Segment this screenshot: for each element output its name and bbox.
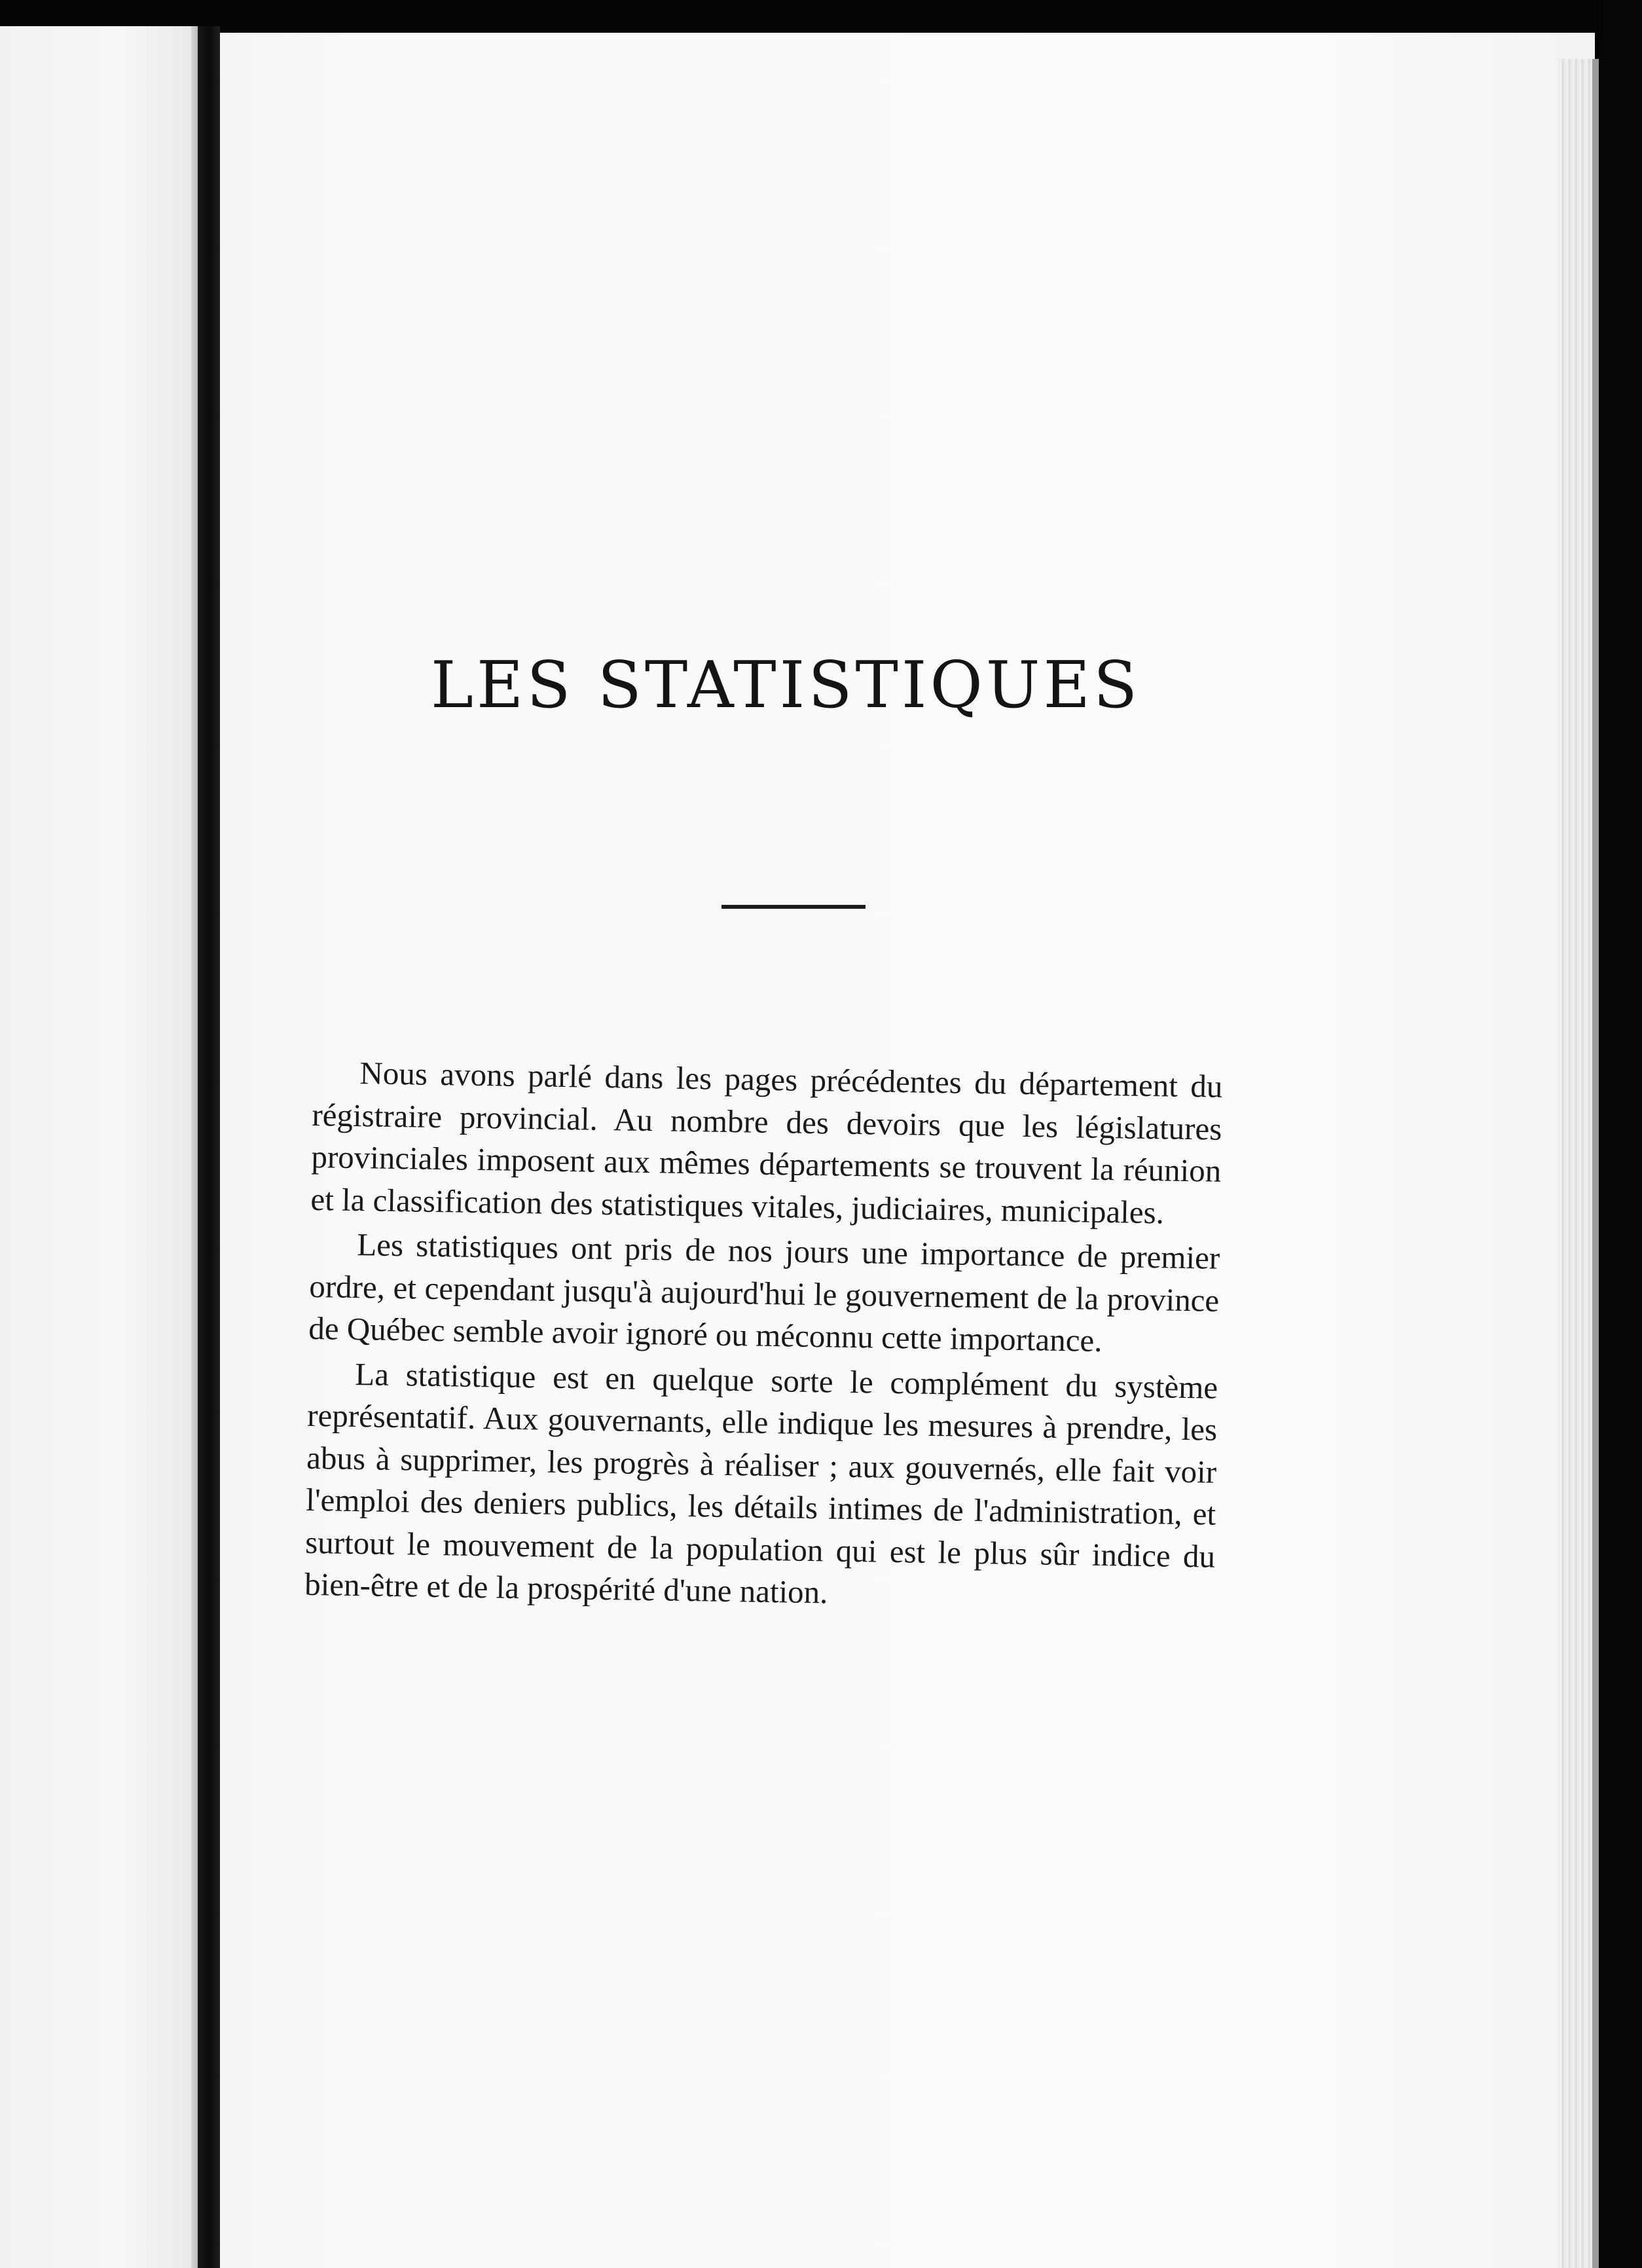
page-title: LES STATISTIQUES [430, 648, 1141, 723]
paragraph-3: La statistique est en quelque sorte le complément du système représentatif. Aux gouvernants, elle indique les mesures à prendre, les abus à supprimer, les progrès à réaliser ; aux gouvernés, elle fait voir l'emploi des deniers publics, les détails intimes de l'administration, et surtout le mouvement de la population qui est le plus sûr indice du bien-être et de la prospérité d'une nation. [304, 1355, 1218, 1611]
book-spine [198, 26, 220, 2268]
facing-page-edge [191, 26, 198, 2268]
facing-page [0, 26, 196, 2268]
paragraph-2: Les statistiques ont pris de nos jours une importance de premier ordre, et cependant jusqu'à aujourd'hui le gouvernement de la province de Québec semble avoir ignoré ou méconnu cette importance. [308, 1226, 1220, 1359]
page-stack-edge [1558, 59, 1596, 2268]
page-stack-shadow [1592, 59, 1599, 2268]
body-text [304, 1052, 1223, 1622]
title-divider [721, 905, 866, 909]
scan-right-border [1599, 0, 1642, 2268]
paragraph-1: Nous avons parlé dans les pages précédentes du département du régistraire provincial. Au nombre des devoirs que les législatures provinciales imposent aux mêmes départements se trouvent la réunion et la classification des statistiques vitales, judiciaires, municipales. [310, 1055, 1223, 1230]
